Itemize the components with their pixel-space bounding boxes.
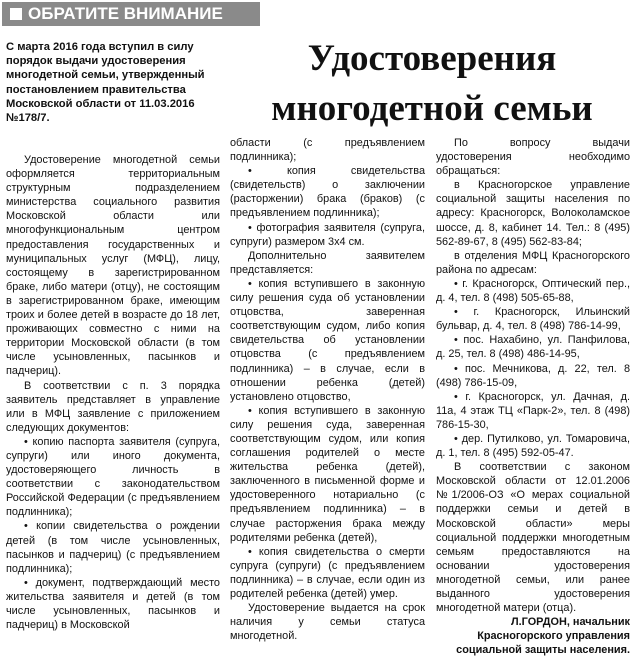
paragraph: • копия вступившего в законную силу решения суда об установлении отцовства, заверенная соответствующим судом, либо копия свидетельства об установлении отцовства (с предъявлением подлинника) – в случае, если в отношении ребенка (детей) установлено отцовство, <box>230 277 425 403</box>
paragraph: • г. Красногорск, ул. Дачная, д. 11а, 4 этаж ТЦ «Парк-2», тел. 8 (498) 786-15-30, <box>436 390 630 431</box>
section-banner <box>2 2 260 26</box>
paragraph: В соответствии с п. 3 порядка заявитель представляет в управление или в МФЦ заявление с приложением следующих документов: <box>6 379 220 434</box>
paragraph: области (с предъявлением подлинника); <box>230 137 425 164</box>
paragraph: • копии свидетельства о рождении детей (в том числе усыновленных, пасынков и падчериц) (с предъявлением подлинника); <box>6 520 220 575</box>
paragraph: • копию паспорта заявителя (супруга, супруги) или иного документа, удостоверяющего личность в соответствии с законодательством Российской Федерации (с предъявлением подлинника); <box>6 435 220 519</box>
paragraph: По вопросу выдачи удостоверения необходимо обращаться: <box>436 137 630 178</box>
signature-name: Л.ГОРДОН, начальник <box>511 616 630 629</box>
paragraph: • дер. Путилково, ул. Томаровича, д. 1, тел. 8 (495) 592-05-47. <box>436 432 630 460</box>
column-3 <box>436 136 630 657</box>
column-1 <box>6 153 220 632</box>
paragraph: в Красногорское управление социальной защиты населения по адресу: Красногорск, Волоколамское шоссе, д. 8, кабинет 14. Тел.: 8 (495) 562-89-67, 8 (495) 562-83-84; <box>436 179 630 248</box>
paragraph: Удостоверение выдается на срок наличия у семьи статуса многодетной. <box>230 602 425 643</box>
lead-paragraph: С марта 2016 года вступил в силу порядок выдачи удостоверения многодетной семьи, утвержденный постановлением правительства Московской области от 11.03.2016 №178/7. <box>6 41 205 125</box>
article-title <box>232 34 632 134</box>
paragraph: • фотография заявителя (супруга, супруги) размером 3х4 см. <box>230 221 425 248</box>
paragraph: • пос. Нахабино, ул. Панфилова, д. 25, тел. 8 (498) 486-14-95, <box>436 334 630 361</box>
paragraph: • г. Красногорск, Ильинский бульвар, д. 4, тел. 8 (498) 786-14-99, <box>436 306 630 333</box>
paragraph: • копия свидетельства (свидетельств) о заключении (расторжении) брака (браков) (с предъявлением подлинника); <box>230 165 425 220</box>
square-icon <box>10 8 22 20</box>
signature-line-2: Красногорского управления <box>477 630 630 643</box>
title-line-2: многодетной семьи <box>271 88 593 129</box>
title-line-1: Удостоверения <box>307 38 557 79</box>
paragraph: Дополнительно заявителем представляется: <box>230 249 425 276</box>
signature-line-3: социальной защиты населения. <box>456 644 630 657</box>
paragraph: • копия вступившего в законную силу решения суда, заверенная соответствующим судом, или копия соглашения родителей о месте жительства ребенка (детей), заключенного в письменной форме и удостоверенного нотариально (с предъявлением подлинника) – в случае расторжения брака между родителями ребенка (детей), <box>230 404 425 544</box>
paragraph: В соответствии с законом Московской области от 12.01.2006 №1/2006-ОЗ «О мерах социальной поддержки семьи и детей в Московской области» меры социальной поддержки многодетным семьям предоставляются на основании удостоверения многодетной семьи, или ранее выданного удостоверения многодетной матери (отца). <box>436 461 630 615</box>
paragraph: • документ, подтверждающий место жительства заявителя и детей (в том числе усыновленных, пасынков и падчериц) в Московской <box>6 576 220 632</box>
paragraph: • пос. Мечникова, д. 22, тел. 8 (498) 786-15-09, <box>436 362 630 389</box>
paragraph: • г. Красногорск, Оптический пер., д. 4, тел. 8 (498) 505-65-88, <box>436 277 630 305</box>
banner-label: ОБРАТИТЕ ВНИМАНИЕ <box>28 4 223 23</box>
paragraph: Удостоверение многодетной семьи оформляется территориальным структурным подразделением министерства социального развития Московской области или многофункциональным центром предоставления государственных и муниципальных услуг (МФЦ), лицу, состоящему в зарегистрированном браке, либо матери (отцу), не состоящим в зарегистрированном браке, имеющим троих и более детей в возрасте до 18 лет, проживающих совместно с ними на территории Московской области (в том числе усыновленных, пасынков и падчериц). <box>6 154 220 378</box>
paragraph: в отделения МФЦ Красногорского района по адресам: <box>436 249 630 276</box>
column-2 <box>230 136 425 643</box>
paragraph: • копия свидетельства о смерти супруга (супруги) (с предъявлением подлинника) – в случае, если один из родителей ребенка (детей) умер. <box>230 545 425 600</box>
